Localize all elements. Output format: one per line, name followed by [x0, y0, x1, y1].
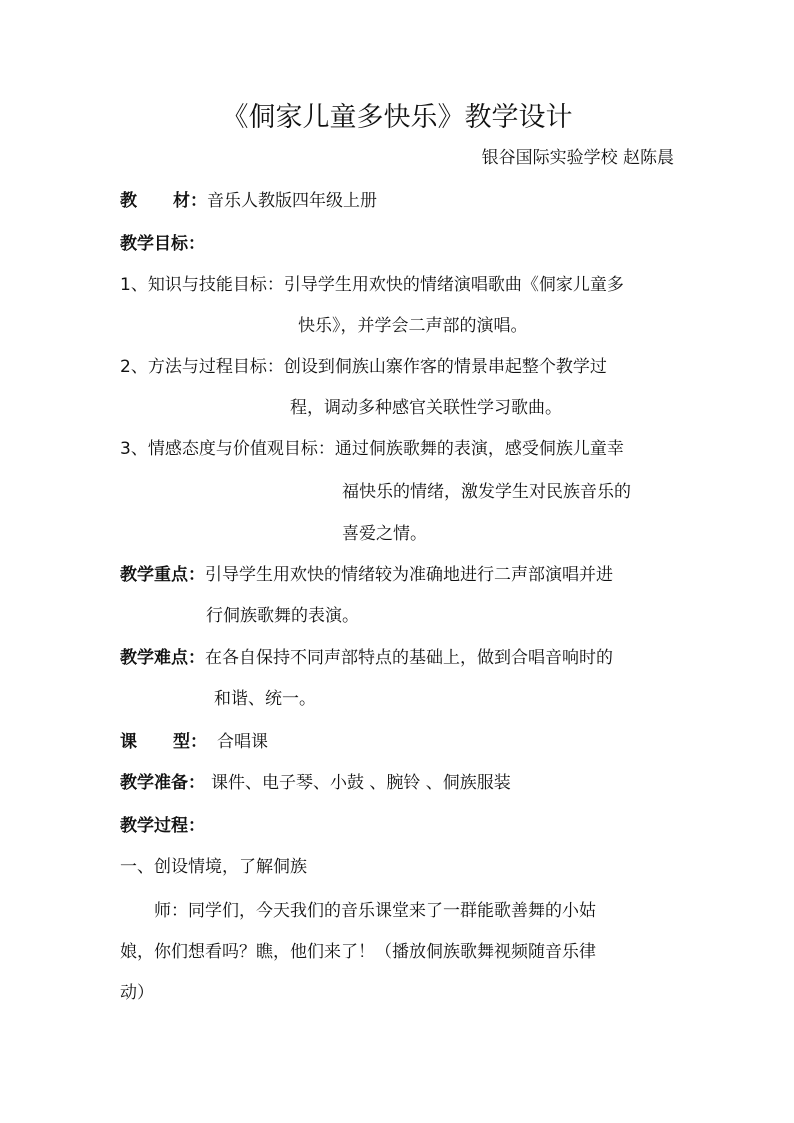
- key-point-label: 教学重点：: [120, 565, 205, 585]
- difficulty-text: 在各自保持不同声部特点的基础上，做到合唱音响时的: [205, 648, 613, 668]
- objective-1-line1: [120, 273, 624, 297]
- objective-1-text: 引导学生用欢快的情绪演唱歌曲《侗家儿童多: [283, 275, 624, 295]
- key-point-line1: [120, 563, 613, 587]
- objective-3-lead: 3、情感态度与价值观目标：: [120, 439, 335, 459]
- objective-1-line2: 快乐》，并学会二声部的演唱。: [298, 316, 528, 336]
- objective-3-line3: 喜爱之情。: [342, 524, 427, 544]
- material-label-a: 教: [120, 191, 137, 211]
- preparation-value: 课件、电子琴、小鼓 、腕铃 、侗族服装: [211, 773, 511, 793]
- section-1-para-line2: 娘，你们想看吗？瞧，他们来了！（播放侗族歌舞视频随音乐律: [120, 942, 596, 962]
- section-1-heading: 一、创设情境，了解侗族: [120, 857, 307, 877]
- objective-2-line1: [120, 355, 607, 379]
- objective-3-text: 通过侗族歌舞的表演，感受侗族儿童幸: [334, 439, 624, 459]
- section-1-para-line1: 师：同学们，今天我们的音乐课堂来了一群能歌善舞的小姑: [154, 901, 596, 921]
- difficulty-line1: [120, 646, 613, 670]
- objective-1-lead: 1、知识与技能目标：: [120, 275, 284, 295]
- author-line: 银谷国际实验学校 赵陈晨: [481, 148, 674, 168]
- process-heading: 教学过程：: [120, 816, 205, 836]
- objective-2-text: 创设到侗族山寨作客的情景串起整个教学过: [283, 357, 607, 377]
- preparation-label: 教学准备：: [120, 773, 205, 793]
- key-point-text: 引导学生用欢快的情绪较为准确地进行二声部演唱并进: [205, 565, 613, 585]
- objective-3-line1: [120, 437, 624, 461]
- lesson-type-label-b: 型：: [173, 732, 207, 752]
- lesson-type-line: [120, 730, 268, 754]
- section-1-para-line3: 动）: [120, 983, 154, 1003]
- preparation-line: [120, 771, 511, 795]
- document-title: 《侗家儿童多快乐》教学设计: [221, 102, 573, 133]
- objectives-heading: 教学目标：: [120, 234, 205, 254]
- key-point-line2: 行侗族歌舞的表演。: [206, 606, 359, 626]
- lesson-type-label-a: 课: [120, 732, 137, 752]
- material-value: 音乐人教版四年级上册: [207, 191, 377, 211]
- objective-3-line2: 福快乐的情绪，激发学生对民族音乐的: [342, 482, 631, 502]
- material-line: [120, 189, 377, 213]
- difficulty-line2: 和谐、统一。: [214, 689, 316, 709]
- material-label-b: 材：: [173, 191, 207, 211]
- lesson-type-value: 合唱课: [217, 732, 268, 752]
- objective-2-line2: 程，调动多种感官关联性学习歌曲。: [290, 398, 562, 418]
- difficulty-label: 教学难点：: [120, 648, 205, 668]
- objective-2-lead: 2、方法与过程目标：: [120, 357, 284, 377]
